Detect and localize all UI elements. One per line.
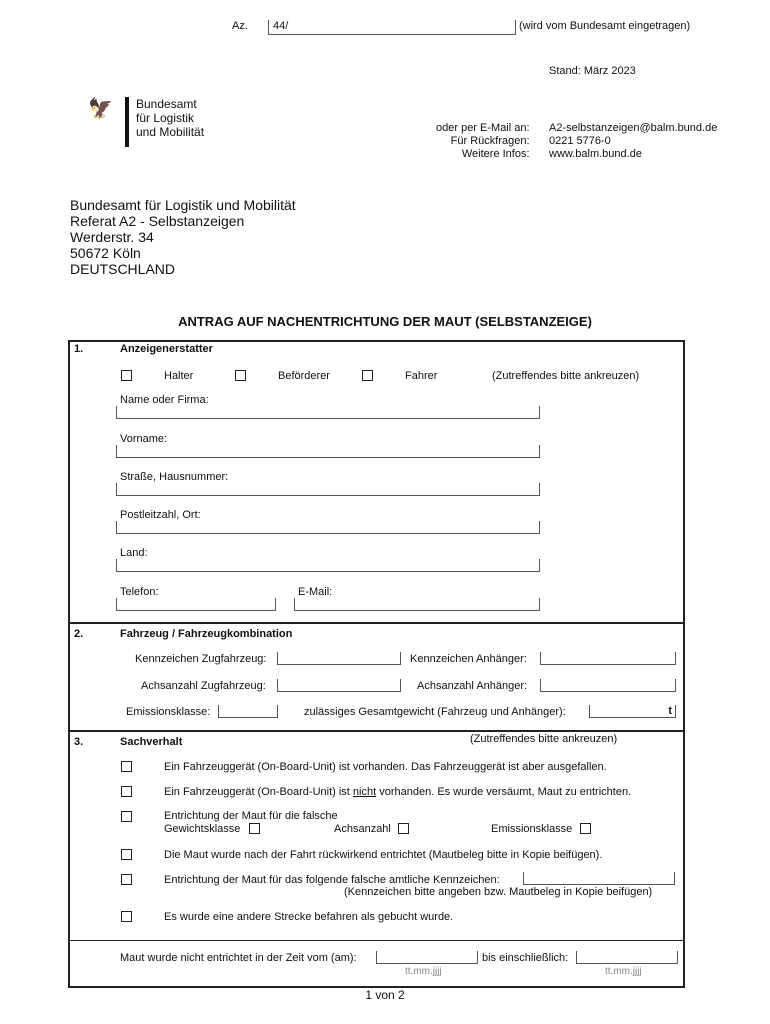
- unit-t: t: [668, 705, 672, 717]
- checkbox-gewichtsklasse[interactable]: [249, 823, 260, 834]
- label-strasse: Straße, Hausnummer:: [120, 471, 229, 483]
- checkbox-obu-nicht-vorhanden[interactable]: [121, 786, 132, 797]
- form-title: ANTRAG AUF NACHENTRICHTUNG DER MAUT (SELBSTANZEIGE): [178, 314, 592, 329]
- az-label: Az.: [232, 20, 248, 32]
- section-1-title: Anzeigenerstatter: [120, 343, 213, 355]
- item-falsches-kennzeichen: Entrichtung der Maut für das folgende falsche amtliche Kennzeichen:: [164, 874, 500, 886]
- telefon-input[interactable]: [116, 598, 276, 611]
- section-3-title: Sachverhalt: [120, 736, 183, 748]
- divider: [68, 622, 683, 624]
- label-bis: bis einschließlich:: [482, 952, 569, 964]
- date-from-input[interactable]: [376, 951, 478, 964]
- label-halter: Halter: [164, 370, 194, 382]
- plz-input[interactable]: [116, 521, 540, 534]
- falsches-kennzeichen-input[interactable]: [523, 872, 675, 885]
- kennzeichen-hint: (Kennzeichen bitte angeben bzw. Mautbeleg in Kopie beifügen): [344, 886, 653, 898]
- name-input[interactable]: [116, 406, 540, 419]
- checkbox-andere-strecke[interactable]: [121, 911, 132, 922]
- label-ach-zug: Achsanzahl Zugfahrzeug:: [141, 680, 266, 692]
- label-zeitraum-von: Maut wurde nicht entrichtet in der Zeit vom (am):: [120, 952, 357, 964]
- strasse-input[interactable]: [116, 483, 540, 496]
- item-falsche-klasse: Entrichtung der Maut für die falsche: [164, 810, 338, 822]
- kz-anh-input[interactable]: [540, 652, 676, 665]
- label-kz-zug: Kennzeichen Zugfahrzeug:: [135, 653, 267, 665]
- item-obu-ausgefallen: Ein Fahrzeuggerät (On-Board-Unit) ist vorhanden. Das Fahrzeuggerät ist aber ausgefallen.: [164, 761, 607, 773]
- contact-values: A2-selbstanzeigen@balm.bund.de 0221 5776-0 www.balm.bund.de: [549, 122, 718, 160]
- contact-labels: oder per E-Mail an: Für Rückfragen: Weitere Infos:: [436, 122, 530, 160]
- label-emissionsklasse: Emissionsklasse: [491, 823, 573, 835]
- az-note: (wird vom Bundesamt eingetragen): [519, 20, 691, 32]
- checkbox-halter[interactable]: [121, 370, 132, 381]
- recipient-address: Bundesamt für Logistik und Mobilität Referat A2 - Selbstanzeigen Werderstr. 34 50672 Köln DEUTSCHLAND: [70, 197, 296, 277]
- email-input[interactable]: [294, 598, 540, 611]
- label-emission: Emissionsklasse:: [126, 706, 211, 718]
- divider: [68, 730, 683, 732]
- label-vorname: Vorname:: [120, 433, 168, 445]
- label-plz: Postleitzahl, Ort:: [120, 509, 201, 521]
- label-kz-anh: Kennzeichen Anhänger:: [410, 653, 527, 665]
- stand: Stand: März 2023: [549, 65, 636, 77]
- item-rueckwirkend: Die Maut wurde nach der Fahrt rückwirkend entrichtet (Mautbeleg bitte in Kopie beifügen).: [164, 849, 603, 861]
- section-1-number: 1.: [74, 343, 84, 355]
- logo-bar: [125, 97, 129, 147]
- ach-zug-input[interactable]: [277, 679, 401, 692]
- checkbox-rueckwirkend[interactable]: [121, 849, 132, 860]
- date-from-placeholder: tt.mm.jjjj: [405, 966, 442, 977]
- checkbox-falsche-klasse[interactable]: [121, 811, 132, 822]
- az-field[interactable]: [268, 20, 516, 35]
- page-number: 1 von 2: [365, 988, 405, 1002]
- date-to-input[interactable]: [576, 951, 678, 964]
- date-to-placeholder: tt.mm.jjjj: [605, 966, 642, 977]
- label-gewichtsklasse: Gewichtsklasse: [164, 823, 241, 835]
- checkbox-emissionsklasse[interactable]: [580, 823, 591, 834]
- label-email: E-Mail:: [298, 586, 333, 598]
- emission-input[interactable]: [218, 705, 278, 718]
- item-obu-nicht-vorhanden: Ein Fahrzeuggerät (On-Board-Unit) ist nicht vorhanden. Es wurde versäumt, Maut zu entrichten.: [164, 786, 632, 798]
- section-2-title: Fahrzeug / Fahrzeugkombination: [120, 628, 293, 640]
- logo-text: Bundesamt für Logistik und Mobilität: [136, 97, 205, 139]
- divider: [68, 940, 683, 941]
- vorname-input[interactable]: [116, 445, 540, 458]
- item-andere-strecke: Es wurde eine andere Strecke befahren als gebucht wurde.: [164, 911, 454, 923]
- label-gewicht: zulässiges Gesamtgewicht (Fahrzeug und Anhänger):: [304, 706, 566, 718]
- gewicht-input[interactable]: [589, 705, 676, 718]
- section-2-number: 2.: [74, 628, 84, 640]
- az-value: 44/: [273, 20, 289, 32]
- checkbox-achsanzahl[interactable]: [398, 823, 409, 834]
- hint: (Zutreffendes bitte ankreuzen): [492, 370, 640, 382]
- checkbox-befoerderer[interactable]: [235, 370, 246, 381]
- label-achsanzahl: Achsanzahl: [334, 823, 391, 835]
- label-fahrer: Fahrer: [405, 370, 438, 382]
- section-3-number: 3.: [74, 736, 84, 748]
- label-name: Name oder Firma:: [120, 394, 209, 406]
- checkbox-falsches-kennzeichen[interactable]: [121, 874, 132, 885]
- label-land: Land:: [120, 547, 148, 559]
- eagle-logo-icon: 🦅: [88, 98, 113, 120]
- hint: (Zutreffendes bitte ankreuzen): [470, 733, 618, 745]
- land-input[interactable]: [116, 559, 540, 572]
- ach-anh-input[interactable]: [540, 679, 676, 692]
- kz-zug-input[interactable]: [277, 652, 401, 665]
- checkbox-fahrer[interactable]: [362, 370, 373, 381]
- label-telefon: Telefon:: [120, 586, 159, 598]
- label-ach-anh: Achsanzahl Anhänger:: [417, 680, 528, 692]
- label-befoerderer: Beförderer: [278, 370, 330, 382]
- checkbox-obu-ausgefallen[interactable]: [121, 761, 132, 772]
